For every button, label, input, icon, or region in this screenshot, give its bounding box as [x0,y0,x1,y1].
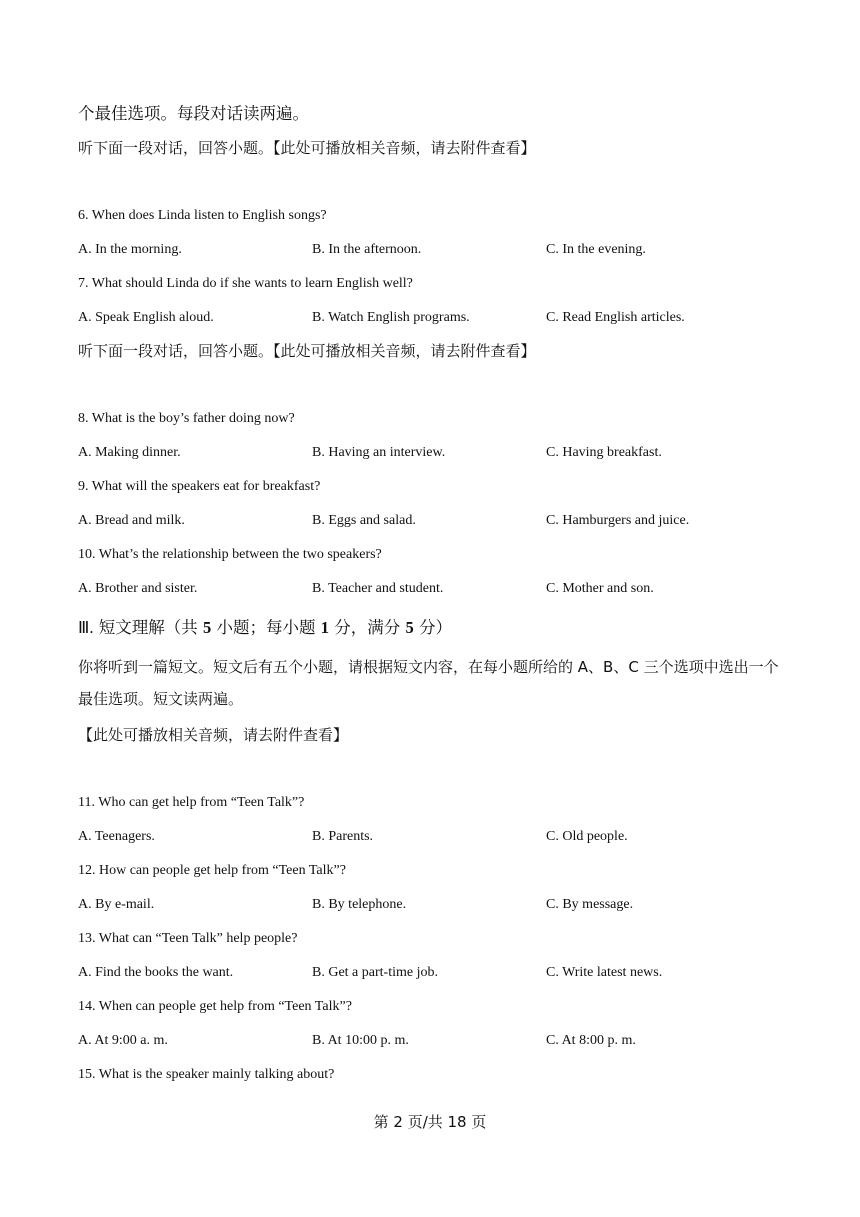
option-14a: A. At 9:00 a. m. [78,1033,168,1048]
section-total: 5 [405,618,414,637]
question-6: 6. When does Linda listen to English songs? [78,208,327,223]
option-14b: B. At 10:00 p. m. [312,1033,409,1048]
question-11: 11. Who can get help from “Teen Talk”? [78,795,305,810]
question-9: 9. What will the speakers eat for breakfast? [78,479,321,494]
option-13c: C. Write latest news. [546,965,663,980]
section-title-part: 小题；每小题 [211,618,321,637]
question-13: 13. What can “Teen Talk” help people? [78,931,298,946]
section-count: 5 [203,618,212,637]
option-7a: A. Speak English aloud. [78,310,214,325]
option-6a: A. In the morning. [78,242,182,257]
option-7b: B. Watch English programs. [312,310,470,325]
audio-note: 听下面一段对话，回答小题。【此处可播放相关音频，请去附件查看】 [78,139,536,157]
option-11a: A. Teenagers. [78,829,155,844]
option-8a: A. Making dinner. [78,445,181,460]
option-11b: B. Parents. [312,829,374,844]
option-13a: A. Find the books the want. [78,965,234,980]
option-10a: A. Brother and sister. [78,581,198,596]
option-12b: B. By telephone. [312,897,407,912]
section-title-part: 分） [413,618,453,637]
question-10: 10. What’s the relationship between the two speakers? [78,547,382,562]
option-13b: B. Get a part-time job. [312,965,438,980]
question-7: 7. What should Linda do if she wants to learn English well? [78,276,413,291]
option-9b: B. Eggs and salad. [312,513,416,528]
question-8: 8. What is the boy’s father doing now? [78,411,295,426]
option-9a: A. Bread and milk. [78,513,185,528]
option-12c: C. By message. [546,897,634,912]
question-12: 12. How can people get help from “Teen Talk”? [78,863,346,878]
option-7c: C. Read English articles. [546,310,685,325]
instructions: 你将听到一篇短文。短文后有五个小题，请根据短文内容，在每小题所给的 A、B、C 三个选项中选出一个 [78,658,779,676]
option-9c: C. Hamburgers and juice. [546,513,690,528]
page-footer: 第 2 页/共 18 页 [373,1113,487,1131]
option-14c: C. At 8:00 p. m. [546,1033,636,1048]
audio-note: 听下面一段对话，回答小题。【此处可播放相关音频，请去附件查看】 [78,342,536,360]
section-title-part: 分，满分 [329,618,406,637]
question-14: 14. When can people get help from “Teen Talk”? [78,999,352,1014]
audio-note: 【此处可播放相关音频，请去附件查看】 [78,726,349,744]
question-15: 15. What is the speaker mainly talking about? [78,1067,335,1082]
instructions: 最佳选项。短文读两遍。 [78,690,244,708]
section-numeral: Ⅲ. [78,618,94,637]
option-8c: C. Having breakfast. [546,445,662,460]
option-8b: B. Having an interview. [312,445,446,460]
option-10b: B. Teacher and student. [312,581,444,596]
option-6b: B. In the afternoon. [312,242,422,257]
section-points: 1 [320,618,330,637]
option-6c: C. In the evening. [546,242,646,257]
intro-tail: 个最佳选项。每段对话读两遍。 [78,104,309,123]
option-11c: C. Old people. [546,829,628,844]
section-title-part: 短文理解（共 [93,618,204,637]
option-12a: A. By e-mail. [78,897,155,912]
section-heading [78,620,452,637]
option-10c: C. Mother and son. [546,581,654,596]
